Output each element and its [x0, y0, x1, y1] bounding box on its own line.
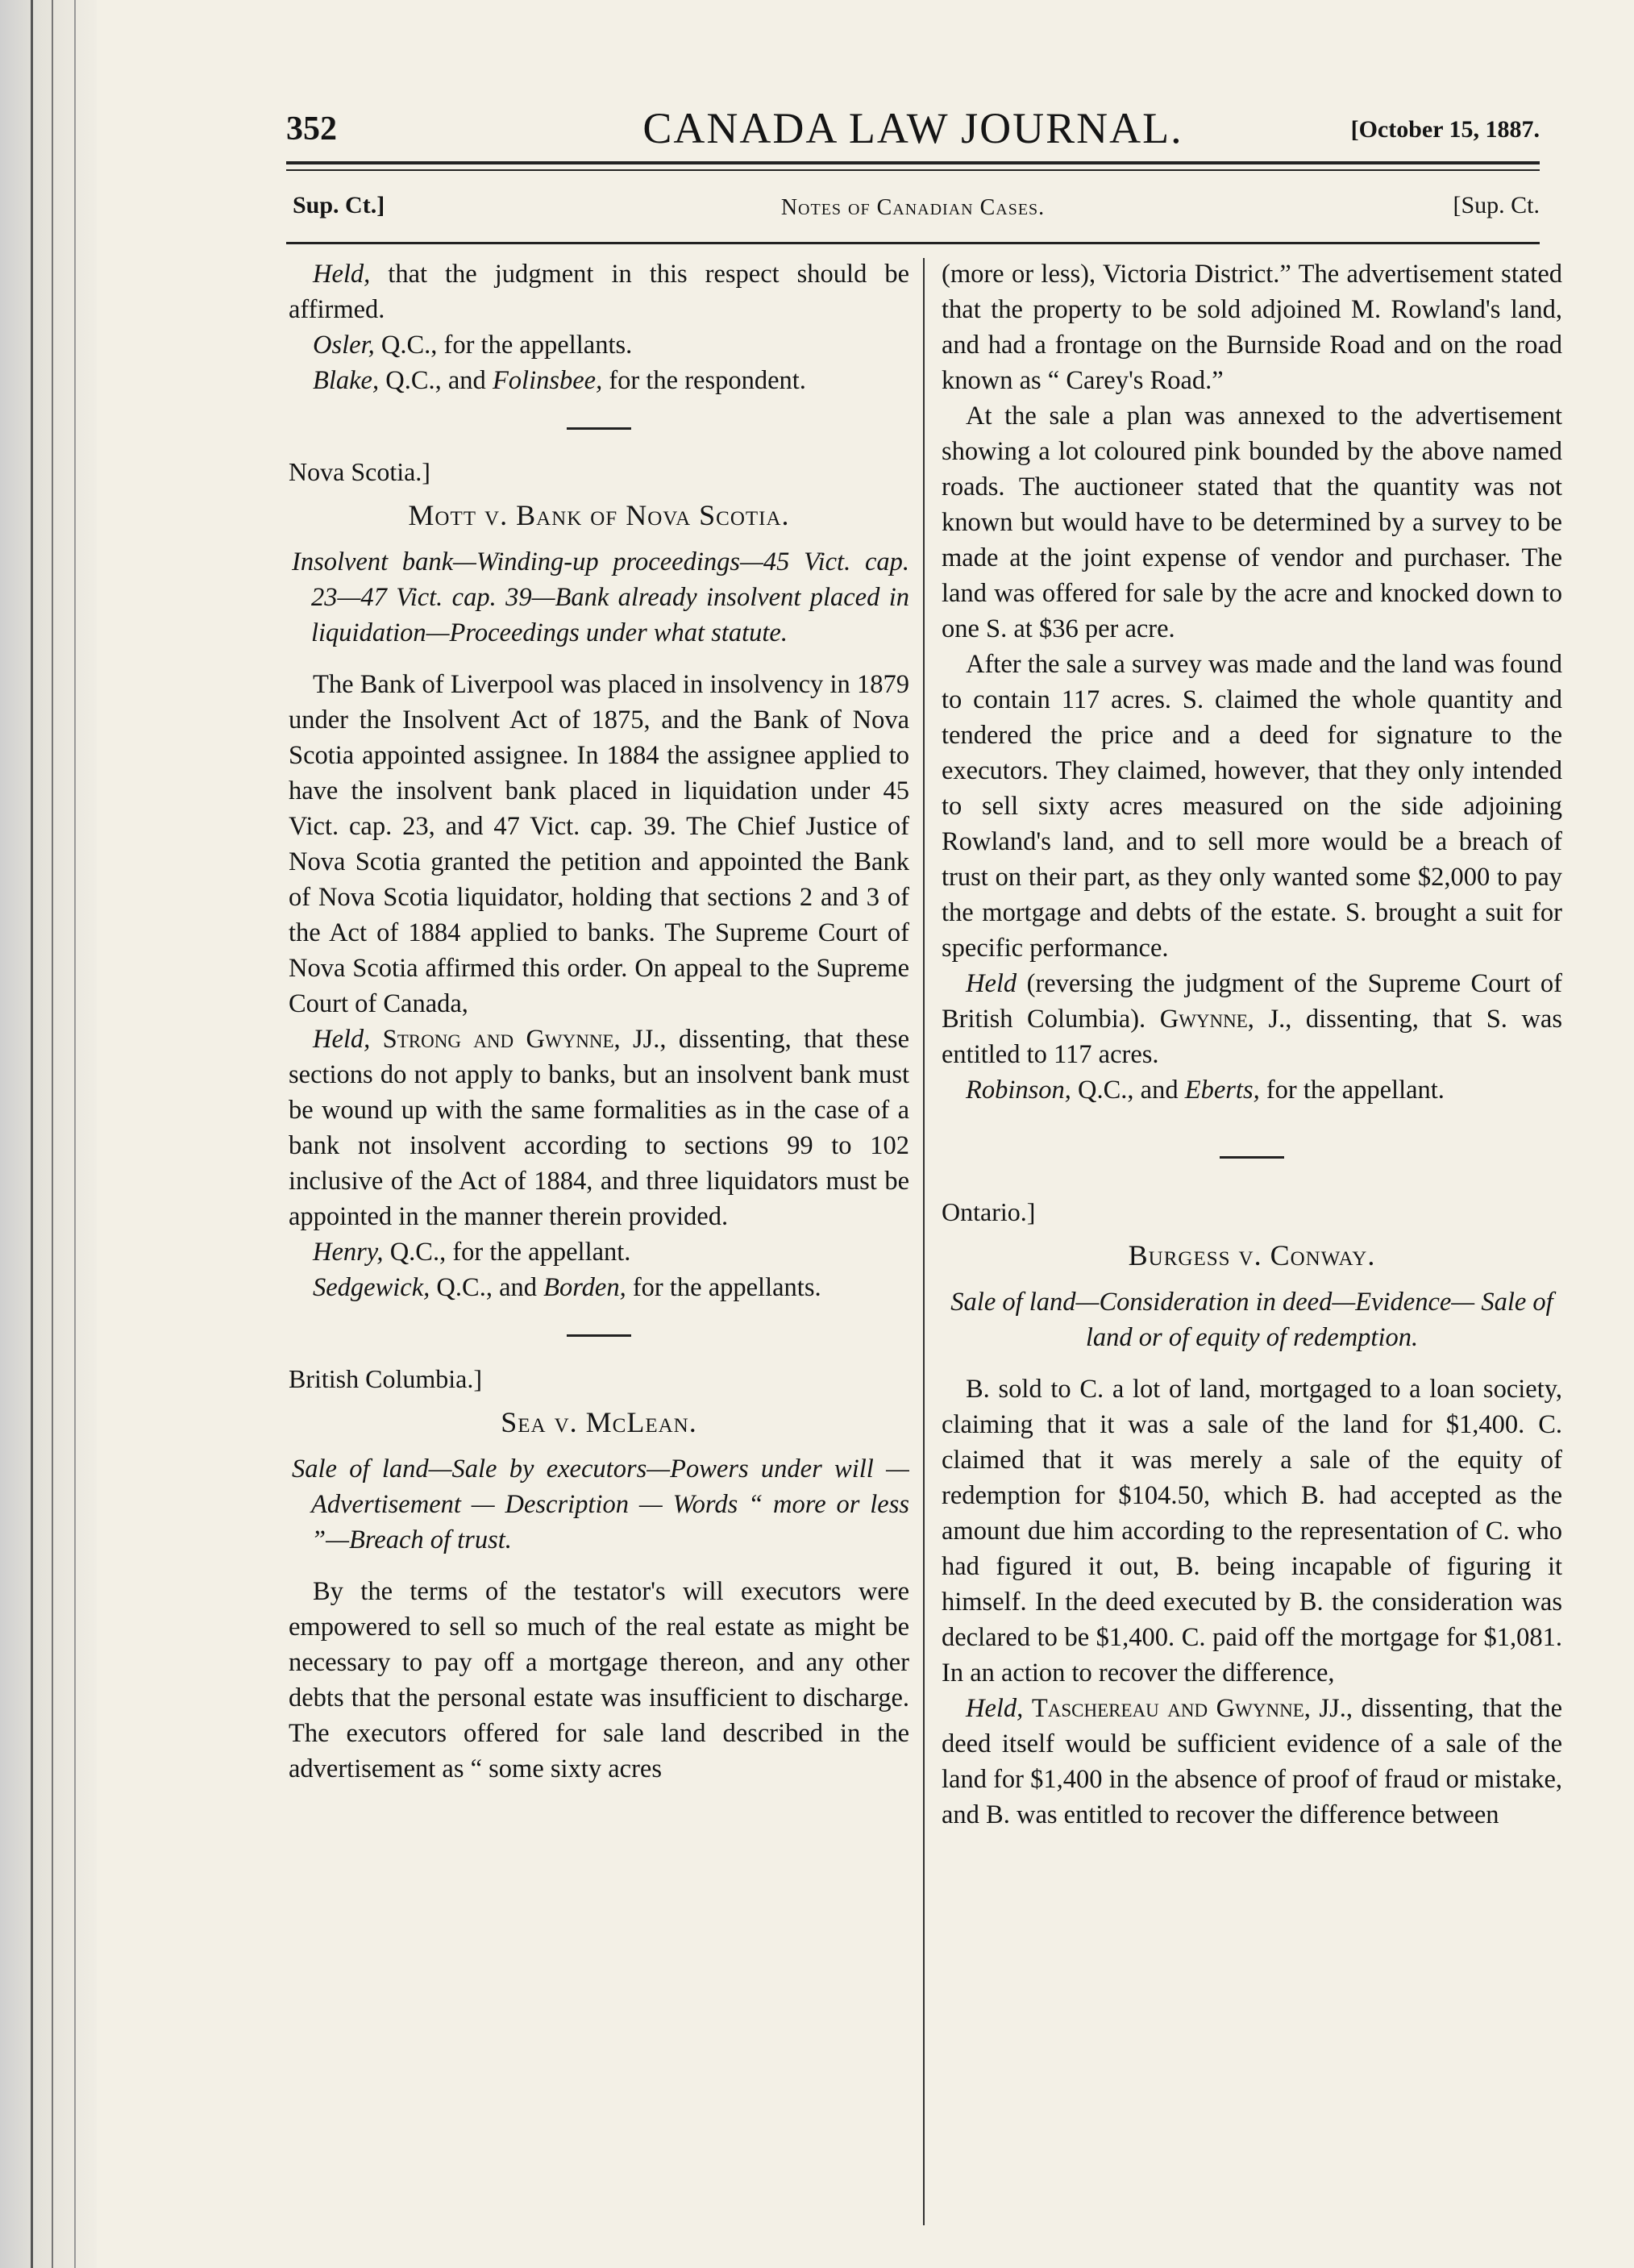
counsel-line [289, 1234, 909, 1270]
journal-title: CANADA LAW JOURNAL. [642, 104, 1183, 152]
holding-text: dissenting, that S. was entitled to 117 acres. [942, 1005, 1562, 1069]
running-head-rule [286, 242, 1540, 244]
held-label: Held, [966, 1694, 1024, 1723]
page-number: 352 [286, 110, 337, 148]
counsel-name: Sedgewick, [313, 1273, 430, 1302]
holding [942, 1691, 1562, 1833]
judges: Gwynne, J., [1159, 1005, 1292, 1034]
paragraph: At the sale a plan was annexed to the advertisement showing a lot coloured pink bounded by the above named roads. The auctioneer stated that the quantity was not known but would have to be determined by a survey to be made at the joint expense of vendor and purchaser. The land was offered for sale by the acre and knocked down to one S. at $36 per acre. [942, 402, 1562, 643]
page-header [286, 103, 1540, 152]
running-head [286, 192, 1540, 224]
paragraph: After the sale a survey was made and the land was found to contain 117 acres. S. claimed the whole quantity and tendered the price and a deed for signature to the executors. They claimed, however, that they only intended to sell sixty acres measured on the side adjoining Rowland's land, and to sell more would be a breach of trust on their part, as they only wanted some $2,000 to pay the mortgage and debts of the estate. S. brought a suit for specific performance. [942, 650, 1562, 963]
headnote: Insolvent bank—Winding-up proceedings—45 Vict. cap. 23—47 Vict. cap. 39—Bank already insolvent placed in liquidation—Proceedings under what statute. [292, 547, 909, 647]
counsel-text: Q.C., and [1071, 1076, 1185, 1105]
column-divider [923, 258, 925, 2225]
counsel-name: Henry, [313, 1238, 384, 1267]
counsel-text: Q.C., for the appellant. [383, 1238, 631, 1267]
holding [289, 1022, 909, 1234]
left-column [289, 256, 909, 2240]
held-label: Held, [313, 1025, 371, 1054]
section-separator [567, 1334, 631, 1337]
counsel-line [942, 1072, 1562, 1108]
paragraph: B. sold to C. a lot of land, mortgaged to a loan society, claiming that it was a sale of the land for $1,400. C. claimed that it was merely a sale of the equity of redemption for $104.50, which B. had accepted as the amount due him according to the representation of C. who had figured it out, B. being incapable of figuring it himself. In the deed executed by B. the consideration was declared to be $1,400. C. paid off the mortgage for $1,081. In an action to recover the difference, [942, 1375, 1562, 1687]
counsel-name: Robinson, [966, 1076, 1071, 1105]
section-separator [567, 427, 631, 430]
holding-text: dissenting, that the deed itself would be sufficient evidence of a sale of the land for $1,400 in the absence of proof of fraud or mistake, and B. was entitled to recover the difference between [942, 1694, 1562, 1829]
counsel-name: Eberts, [1184, 1076, 1260, 1105]
judges: Taschereau and Gwynne, JJ., [1031, 1694, 1353, 1723]
counsel-name: Blake, [313, 366, 380, 395]
case-title: Mott v. Bank of Nova Scotia. [408, 499, 790, 531]
binding-line [74, 0, 76, 2268]
judges: Strong and Gwynne, JJ., [382, 1025, 667, 1054]
court-label: British Columbia.] [289, 1364, 482, 1393]
case-title: Sea v. McLean. [501, 1406, 697, 1438]
headnote: Sale of land—Consideration in deed—Evidence— Sale of land or of equity of redemption. [950, 1288, 1553, 1352]
counsel-text: for the respondent. [602, 366, 806, 395]
paragraph [289, 256, 909, 327]
held-label: Held, [313, 260, 371, 289]
page-binding-edge [0, 0, 97, 2268]
paragraph-text: that the judgment in this respect should be affirmed. [289, 260, 909, 324]
running-head-left: Sup. Ct.] [293, 192, 385, 218]
right-column [942, 256, 1562, 2240]
counsel-text: for the appellant. [1259, 1076, 1445, 1105]
court-label: Nova Scotia.] [289, 457, 430, 486]
paragraph: The Bank of Liverpool was placed in insolvency in 1879 under the Insolvent Act of 1875, and the Bank of Nova Scotia appointed assignee. In 1884 the assignee applied to have the insolvent bank placed in liquidation under 45 Vict. cap. 23, and 47 Vict. cap. 39. The Chief Justice of Nova Scotia granted the petition and appointed the Bank of Nova Scotia liquidator, holding that sections 2 and 3 of the Act of 1884 applied to banks. The Supreme Court of Nova Scotia affirmed this order. On appeal to the Supreme Court of Canada, [289, 670, 909, 1018]
counsel-text: for the appellants. [626, 1273, 821, 1302]
counsel-name: Folinsbee, [492, 366, 603, 395]
counsel-text: Q.C., for the appellants. [374, 331, 633, 360]
issue-date: [October 15, 1887. [1350, 116, 1540, 143]
counsel-line [289, 1270, 909, 1305]
counsel-name: Osler, [313, 331, 375, 360]
binding-line [31, 0, 33, 2268]
case-title: Burgess v. Conway. [1128, 1239, 1376, 1271]
counsel-line [289, 363, 909, 398]
counsel-line [289, 327, 909, 363]
holding-text: (reversing the judgment of the Supreme Court of British Columbia). [942, 969, 1562, 1034]
running-head-center: Notes of Canadian Cases. [780, 195, 1046, 220]
header-rule [286, 161, 1540, 164]
running-head-right: [Sup. Ct. [1453, 192, 1540, 218]
holding-text: dissenting, that these sections do not apply to banks, but an insolvent bank must be wound up with the same formalities as in the case of a bank not insolvent according to sections 99 to 102 inclusive of the Act of 1884, and three liquidators must be appointed in the manner therein provided. [289, 1025, 909, 1231]
paragraph: By the terms of the testator's will executors were empowered to sell so much of the real estate as might be necessary to pay off a mortgage thereon, and any other debts that the personal estate was insufficient to discharge. The executors offered for sale land described in the advertisement as “ some sixty acres [289, 1577, 909, 1783]
counsel-text: Q.C., and [379, 366, 493, 395]
paragraph: (more or less), Victoria District.” The advertisement stated that the property to be sold adjoined M. Rowland's land, and had a frontage on the Burnside Road and on the road known as “ Carey's Road.” [942, 260, 1562, 395]
section-separator [1220, 1156, 1284, 1159]
binding-line [52, 0, 53, 2268]
header-rule [286, 169, 1540, 171]
counsel-name: Borden, [543, 1273, 626, 1302]
holding [942, 966, 1562, 1072]
counsel-text: Q.C., and [430, 1273, 544, 1302]
headnote: Sale of land—Sale by executors—Powers under will — Advertisement — Description — Words “ more or less ”—Breach of trust. [292, 1454, 909, 1554]
court-label: Ontario.] [942, 1197, 1036, 1226]
held-label: Held [966, 969, 1017, 998]
